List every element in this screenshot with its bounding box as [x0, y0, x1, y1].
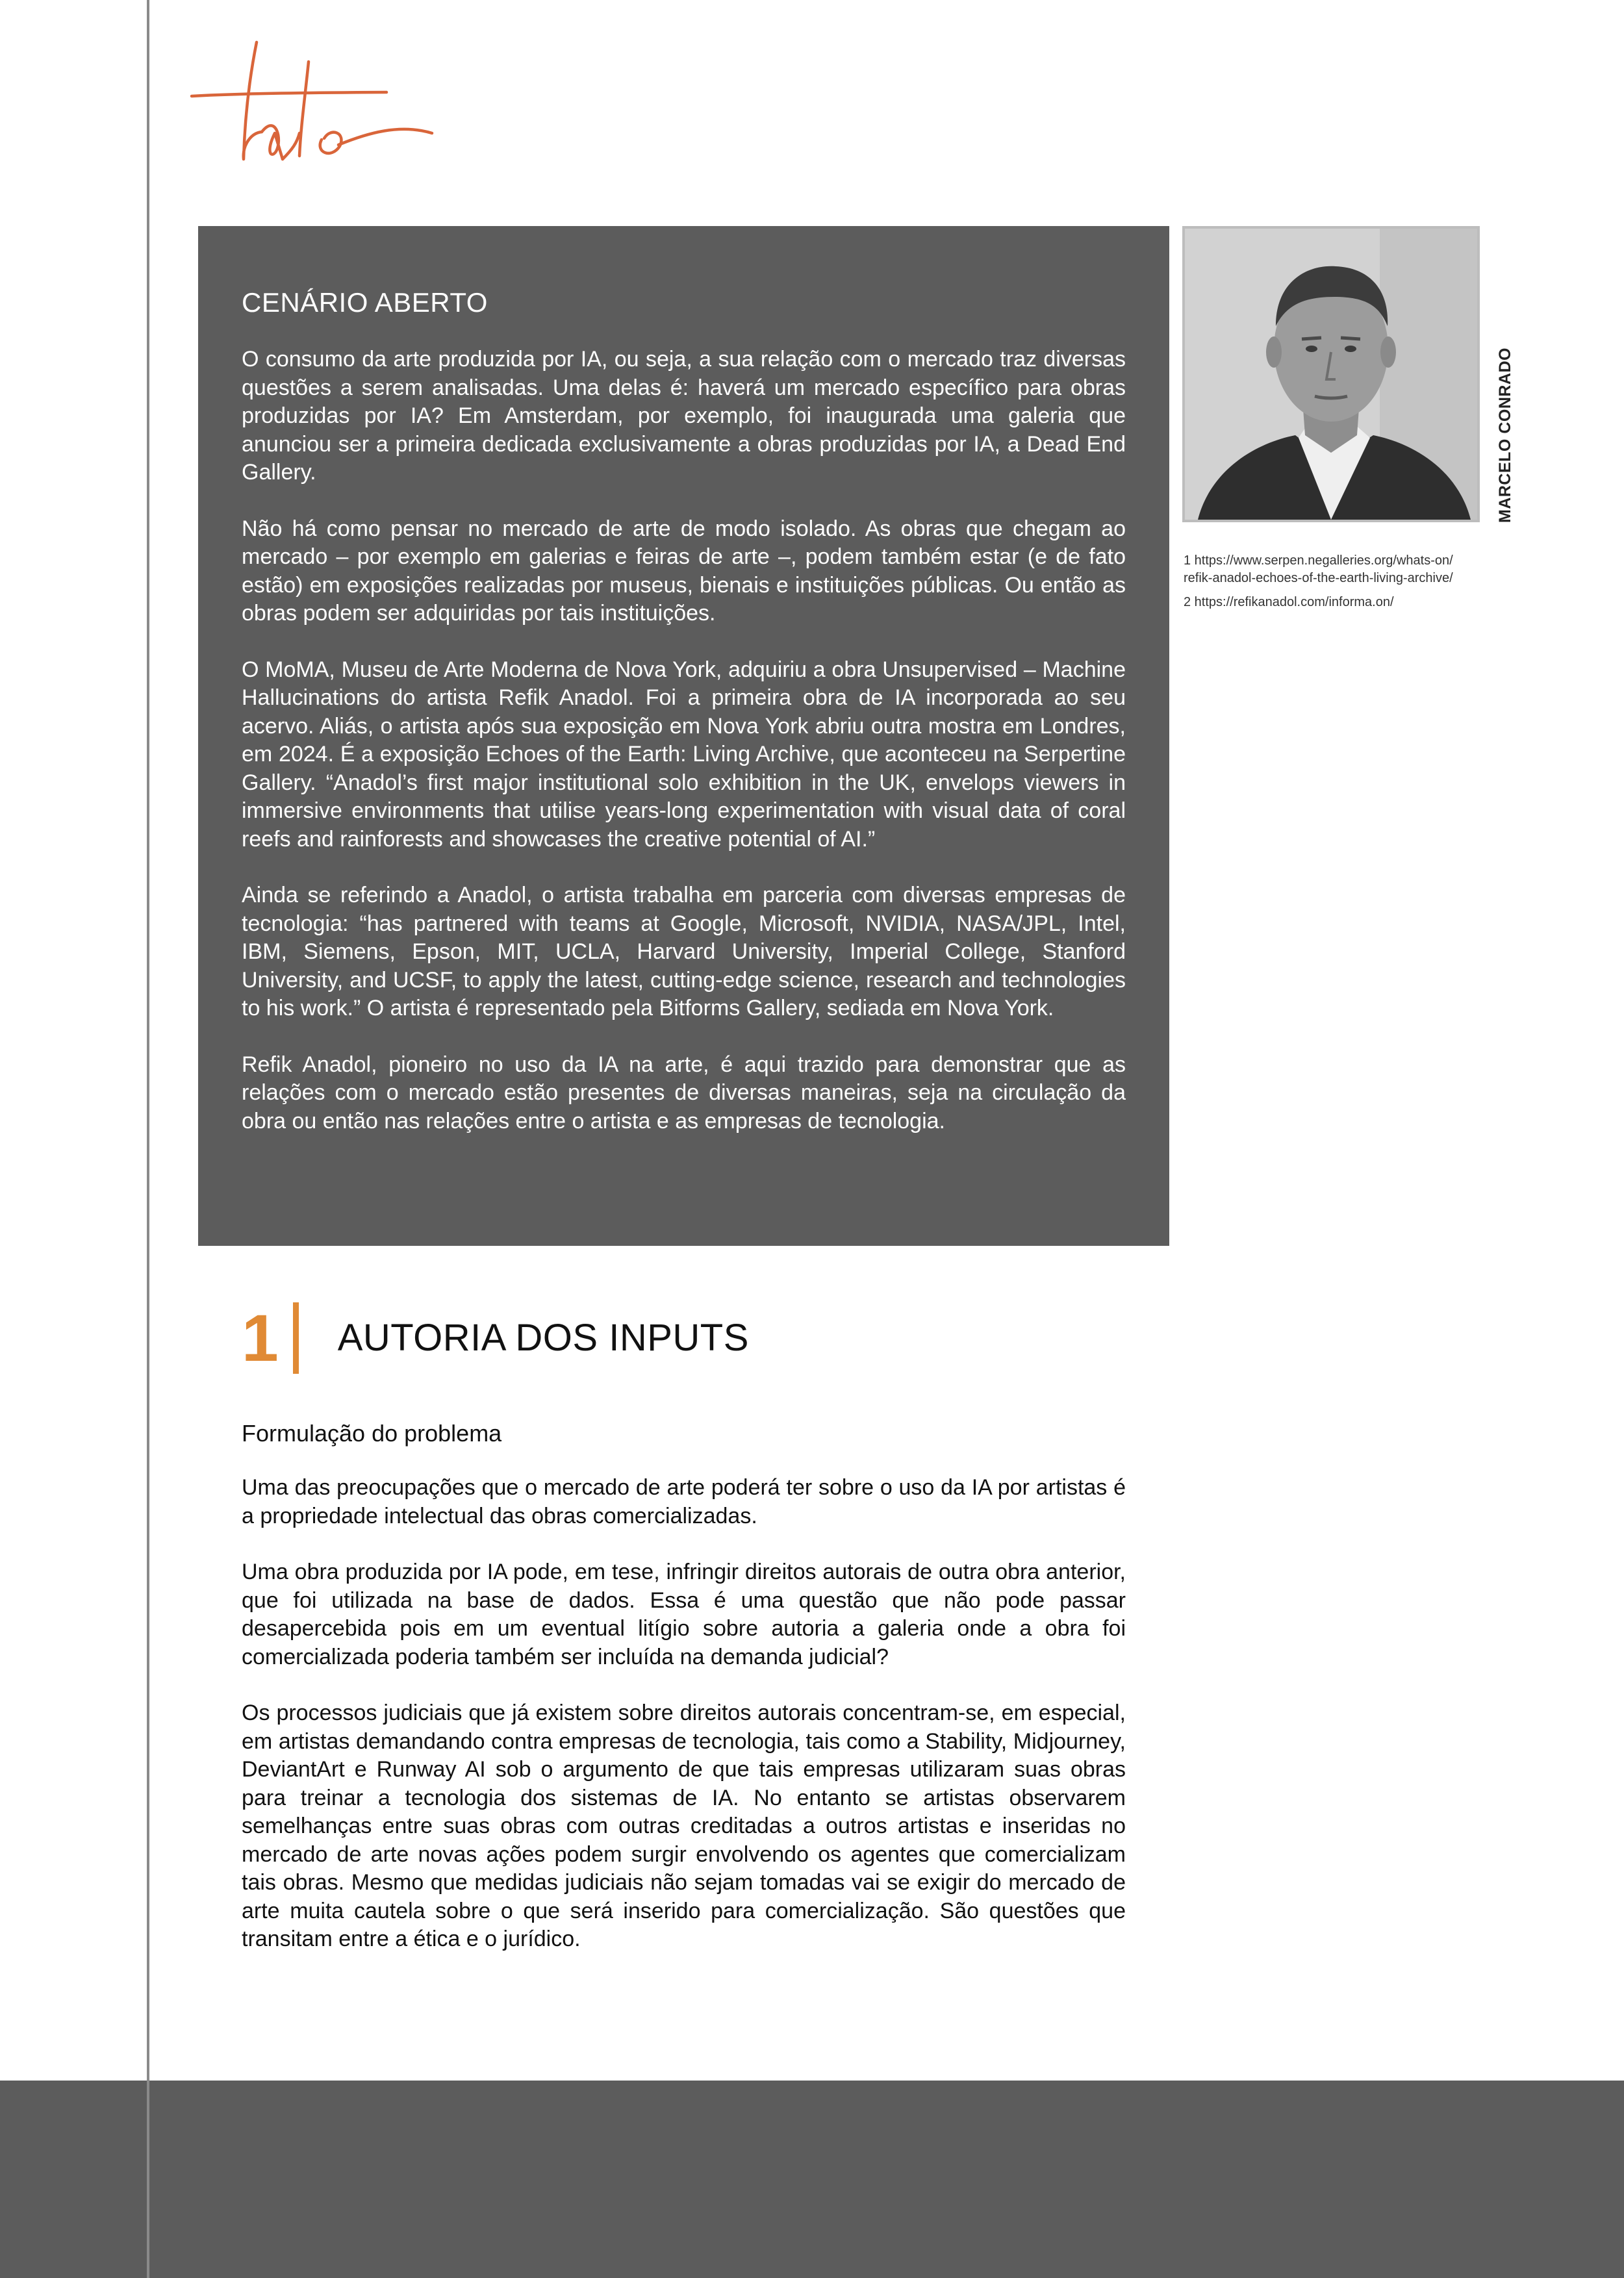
page-margin-line	[147, 0, 149, 2278]
cenario-aberto-content	[242, 286, 1126, 1135]
section-paragraph-2: Uma obra produzida por IA pode, em tese, infringir direitos autorais de outra obra anterior, que foi utilizada na base de dados. Essa é uma questão que não pode passar desapercebida pois em um eventual litígio sobre autoria a galeria onde a obra foi comercializada poderia também ser incluída na demanda judicial?	[242, 1560, 1126, 1669]
photo-credit: MARCELO CONRADO	[1496, 348, 1514, 523]
cenario-aberto-box	[198, 226, 1169, 1246]
footnote-1: 1 https://www.serpen.negalleries.org/whats-on/refik-anadol-echoes-of-the-earth-living-archive/	[1184, 553, 1453, 585]
section-paragraph-1: Uma das preocupações que o mercado de arte poderá ter sobre o uso da IA por artistas é a propriedade intelectual das obras comercializadas.	[242, 1475, 1126, 1528]
footer-band	[0, 2081, 1624, 2278]
author-portrait	[1182, 226, 1480, 522]
section-subtitle: Formulação do problema	[242, 1420, 502, 1447]
box-paragraph-5: Refik Anadol, pioneiro no uso da IA na arte, é aqui trazido para demonstrar que as relações com o mercado estão presentes de diversas maneiras, seja na circulação da obra ou então nas relações entre o artista e as empresas de tecnologia.	[242, 1052, 1126, 1133]
section-paragraph-3: Os processos judiciais que já existem sobre direitos autorais concentram-se, em especial, em artistas demandando contra empresas de tecnologia, tais como a Stability, Midjourney, DeviantArt e Runway AI sob o argumento de que tais empresas utilizaram suas obras para treinar a tecnologia dos sistemas de IA. No entanto se artistas observarem semelhanças entre suas obras com outras creditadas a outros artistas e inseridas no mercado de arte novas ações podem surgir envolvendo os agentes que comercializam tais obras. Mesmo que medidas judiciais não sejam tomadas vai se exigir do mercado de arte muita cautela sobre o que será inserido para comercialização. São questões que transitam entre a ética e o jurídico.	[242, 1701, 1126, 1951]
section-divider-bar	[293, 1302, 299, 1374]
box-paragraph-4: Ainda se referindo a Anadol, o artista trabalha em parceria com diversas empresas de tecnologia: “has partnered with teams at Google, Microsoft, NVIDIA, NASA/JPL, Intel, IBM, Siemens, Epson, MIT, UCLA, Harvard University, Imperial College, Stanford University, and UCSF, to apply the latest, cutting-edge science, research and technologies to his work.” O artista é representado pela Bitforms Gallery, sediada em Nova York.	[242, 883, 1126, 1020]
box-paragraph-2: Não há como pensar no mercado de arte de modo isolado. As obras que chegam ao mercado – por exemplo em galerias e feiras de arte –, podem também estar (e de fato estão) em exposições realizadas por museus, bienais e instituições públicas. Ou então as obras podem ser adquiridas por tais instituições.	[242, 516, 1126, 626]
footnote-2: 2 https://refikanadol.com/informa.on/	[1184, 595, 1394, 609]
box-title: CENÁRIO ABERTO	[242, 287, 488, 318]
tato-logo	[185, 36, 445, 172]
section-heading	[242, 1299, 749, 1377]
footnotes	[1184, 552, 1456, 618]
box-paragraph-3: O MoMA, Museu de Arte Moderna de Nova York, adquiriu a obra Unsupervised – Machine Hallucinations do artista Refik Anadol. Foi a primeira obra de IA incorporada ao seu acervo. Aliás, o artista após sua exposição em Nova York abriu outra mostra em Londres, em 2024. É a exposição Echoes of the Earth: Living Archive, que aconteceu na Serpertine Gallery. “Anadol’s first major institutional solo exhibition in the UK, envelops viewers in immersive environments that utilise years-long experimentation with visual data of coral reefs and rainforests and showcases the creative potential of AI.”	[242, 657, 1126, 852]
box-paragraph-1: O consumo da arte produzida por IA, ou seja, a sua relação com o mercado traz diversas questões a serem analisadas. Uma delas é: haverá um mercado específico para obras produzidas por IA? Em Amsterdam, por exemplo, foi inaugurada uma galeria que anunciou ser a primeira dedicada exclusivamente a obras produzidas por IA, a Dead End Gallery.	[242, 347, 1126, 485]
section-title: AUTORIA DOS INPUTS	[337, 1317, 749, 1359]
section-number: 1	[242, 1301, 279, 1375]
section-body	[242, 1419, 1126, 1982]
footer-margin-line	[147, 2081, 149, 2278]
